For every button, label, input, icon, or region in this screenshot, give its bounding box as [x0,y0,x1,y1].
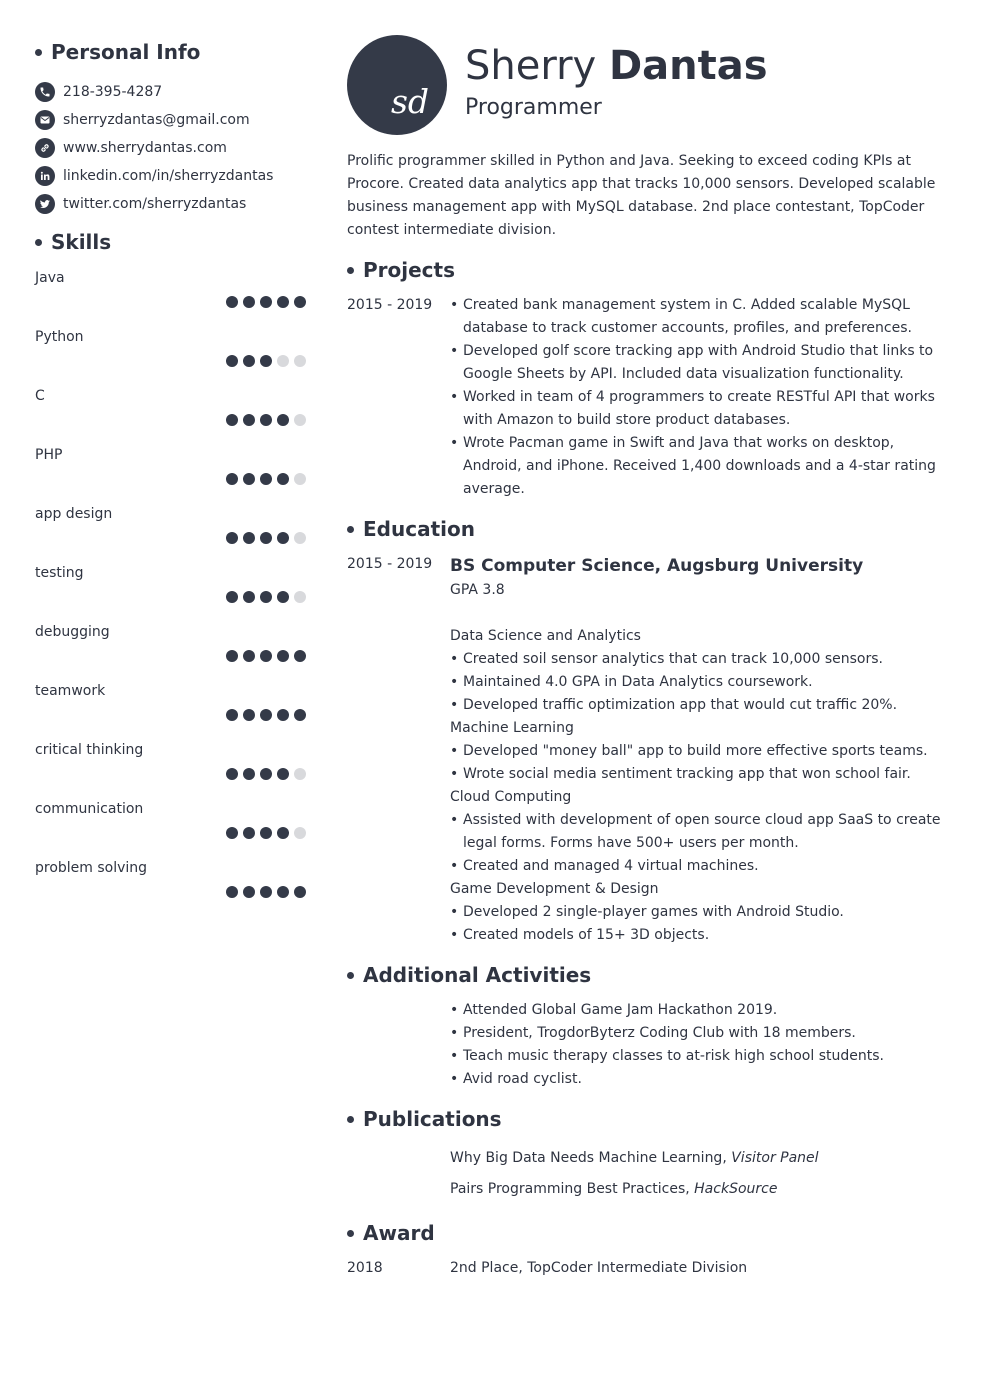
rating-dot-filled [277,886,289,898]
link-icon [35,138,55,158]
heading-bullet [347,267,354,274]
skill-item [35,799,310,858]
course-group-list [450,648,957,717]
skill-rating [226,355,306,367]
publications-entry [347,1143,957,1205]
rating-dot-filled [277,827,289,839]
job-title: Programmer [465,95,602,120]
list-item: • Assisted with development of open source cloud app SaaS to create legal forms. Forms have 500+ users per month. [450,809,957,855]
rating-dot-filled [226,827,238,839]
skill-name: debugging [35,624,110,640]
list-item: • Worked in team of 4 programmers to create RESTful API that works with Amazon to build store product databases. [450,386,957,432]
skill-item [35,563,310,622]
award-section [347,1219,957,1280]
course-group-list [450,809,957,878]
list-item: • Created soil sensor analytics that can track 10,000 sensors. [450,648,957,671]
rating-dot-filled [277,591,289,603]
skill-rating [226,827,306,839]
course-group-title: Machine Learning [450,720,574,736]
heading-bullet [347,1116,354,1123]
list-item: • Attended Global Game Jam Hackathon 2019. [450,999,957,1022]
rating-dot-filled [260,650,272,662]
skill-name: Java [35,270,65,286]
rating-dot-filled [260,709,272,721]
skill-rating [226,768,306,780]
list-item: • Created and managed 4 virtual machines. [450,855,957,878]
education-content [450,553,957,947]
projects-content [450,294,957,501]
education-entry [347,553,957,947]
rating-dot-filled [277,296,289,308]
course-group-list [450,740,957,786]
publications-heading: Publications [347,1105,957,1133]
education-section [347,515,957,947]
rating-dot-filled [260,296,272,308]
rating-dot-filled [243,414,255,426]
rating-dot-filled [260,532,272,544]
rating-dot-filled [277,532,289,544]
list-item: • Maintained 4.0 GPA in Data Analytics coursework. [450,671,957,694]
skill-name: problem solving [35,860,148,876]
rating-dot-empty [294,768,306,780]
heading-bullet [347,972,354,979]
education-date: 2015 - 2019 [347,556,433,572]
rating-dot-filled [277,768,289,780]
skill-rating [226,296,306,308]
rating-dot-filled [226,414,238,426]
email-icon [35,110,55,130]
rating-dot-filled [260,768,272,780]
resume-header [347,35,957,140]
rating-dot-filled [260,827,272,839]
skill-rating [226,414,306,426]
contact-twitter-text: twitter.com/sherryzdantas [63,196,247,212]
projects-list [450,294,957,501]
publication-title: Pairs Programming Best Practices, [450,1181,690,1197]
list-item: • Created bank management system in C. Added scalable MySQL database to track customer accounts, profiles, and preferences. [450,294,957,340]
rating-dot-filled [226,296,238,308]
course-group-title: Data Science and Analytics [450,628,641,644]
publication-venue: HackSource [694,1181,778,1197]
skill-rating [226,709,306,721]
list-item: • Created models of 15+ 3D objects. [450,924,957,947]
rating-dot-filled [243,473,255,485]
contact-twitter[interactable] [35,190,310,218]
rating-dot-filled [243,768,255,780]
name-block [465,35,768,123]
skill-name: Python [35,329,84,345]
skill-name: teamwork [35,683,106,699]
sidebar [35,38,310,917]
avatar-initials: sd [390,82,429,121]
heading-bullet [347,526,354,533]
skill-rating [226,650,306,662]
rating-dot-empty [294,414,306,426]
publication-venue: Visitor Panel [731,1150,819,1166]
skill-item [35,504,310,563]
projects-entry [347,294,957,501]
skill-name: PHP [35,447,63,463]
list-item: • Avid road cyclist. [450,1068,957,1091]
rating-dot-filled [243,709,255,721]
publication-title: Why Big Data Needs Machine Learning, [450,1150,727,1166]
rating-dot-filled [243,827,255,839]
rating-dot-filled [294,886,306,898]
skill-rating [226,532,306,544]
rating-dot-filled [226,355,238,367]
rating-dot-filled [226,709,238,721]
rating-dot-filled [226,473,238,485]
skills-list [35,268,310,917]
main-content [347,35,957,1280]
skill-item [35,622,310,681]
contact-list [35,78,310,218]
rating-dot-filled [226,768,238,780]
rating-dot-filled [294,650,306,662]
projects-date: 2015 - 2019 [347,297,433,313]
degree-title: BS Computer Science, Augsburg University [450,556,864,576]
rating-dot-filled [294,296,306,308]
skills-heading: Skills [35,228,310,256]
personal-info-heading: Personal Info [35,38,310,66]
projects-section [347,256,957,501]
skill-item [35,386,310,445]
rating-dot-filled [226,591,238,603]
skill-item [35,445,310,504]
heading-bullet [35,239,42,246]
activities-date-spacer [347,999,450,1091]
skill-rating [226,886,306,898]
avatar [347,35,447,135]
activities-list [450,999,957,1091]
full-name [465,41,768,91]
list-item: • Developed "money ball" app to build more effective sports teams. [450,740,957,763]
rating-dot-filled [277,414,289,426]
publications-content [450,1143,957,1205]
projects-heading: Projects [347,256,957,284]
heading-bullet [35,49,42,56]
rating-dot-filled [243,650,255,662]
twitter-icon [35,194,55,214]
activities-heading: Additional Activities [347,961,957,989]
skill-item [35,268,310,327]
skill-rating [226,473,306,485]
activities-section [347,961,957,1091]
rating-dot-filled [277,473,289,485]
award-text: 2nd Place, TopCoder Intermediate Division [450,1260,748,1276]
contact-linkedin-text: linkedin.com/in/sherryzdantas [63,168,274,184]
linkedin-icon [35,166,55,186]
contact-phone-text: 218-395-4287 [63,84,163,100]
rating-dot-filled [226,886,238,898]
skill-item [35,858,310,917]
publications-date-spacer [347,1143,450,1205]
skill-name: testing [35,565,84,581]
list-item: • Wrote social media sentiment tracking app that won school fair. [450,763,957,786]
contact-website[interactable] [35,134,310,162]
skill-rating [226,591,306,603]
spacer [450,602,957,625]
list-item: • Teach music therapy classes to at-risk high school students. [450,1045,957,1068]
contact-linkedin[interactable] [35,162,310,190]
rating-dot-filled [243,355,255,367]
rating-dot-empty [294,827,306,839]
rating-dot-filled [243,591,255,603]
rating-dot-filled [260,473,272,485]
activities-content [450,999,957,1091]
course-group-title: Game Development & Design [450,881,659,897]
course-group-title: Cloud Computing [450,789,572,805]
rating-dot-filled [243,886,255,898]
rating-dot-filled [260,355,272,367]
rating-dot-filled [277,650,289,662]
skill-name: C [35,388,45,404]
list-item: • President, TrogdorByterz Coding Club with 18 members. [450,1022,957,1045]
publications-section [347,1105,957,1205]
list-item: • Developed golf score tracking app with Android Studio that links to Google Sheets by API. Included data visualization functionality. [450,340,957,386]
skill-name: critical thinking [35,742,144,758]
course-group-list [450,901,957,947]
publication-item [450,1143,957,1174]
contact-email-text: sherryzdantas@gmail.com [63,112,250,128]
rating-dot-filled [226,532,238,544]
award-heading: Award [347,1219,957,1247]
rating-dot-empty [294,355,306,367]
rating-dot-empty [294,591,306,603]
rating-dot-filled [260,886,272,898]
publication-item [450,1174,957,1205]
contact-website-text: www.sherrydantas.com [63,140,227,156]
first-name: Sherry [465,43,597,89]
award-entry [347,1257,957,1280]
rating-dot-filled [243,296,255,308]
skill-item [35,740,310,799]
summary-text: Prolific programmer skilled in Python and Java. Seeking to exceed coding KPIs at Procore. Created data analytics app that tracks 10,000 sensors. Developed scalable business management app with MySQL database. 2nd place contestant, TopCoder contest intermediate division. [347,153,936,238]
skill-item [35,327,310,386]
award-date: 2018 [347,1260,383,1276]
rating-dot-empty [294,473,306,485]
skill-name: app design [35,506,113,522]
heading-bullet [347,1230,354,1237]
rating-dot-filled [226,650,238,662]
list-item: • Developed 2 single-player games with Android Studio. [450,901,957,924]
list-item: • Developed traffic optimization app that would cut traffic 20%. [450,694,957,717]
rating-dot-filled [277,709,289,721]
last-name: Dantas [608,43,768,89]
rating-dot-empty [294,532,306,544]
activities-entry [347,999,957,1091]
rating-dot-filled [294,709,306,721]
skill-item [35,681,310,740]
phone-icon [35,82,55,102]
rating-dot-filled [260,591,272,603]
rating-dot-empty [277,355,289,367]
education-heading: Education [347,515,957,543]
rating-dot-filled [243,532,255,544]
list-item: • Wrote Pacman game in Swift and Java that works on desktop, Android, and iPhone. Received 1,400 downloads and a 4-star rating average. [450,432,957,501]
contact-phone[interactable] [35,78,310,106]
skill-name: communication [35,801,144,817]
gpa: GPA 3.8 [450,582,505,598]
contact-email[interactable] [35,106,310,134]
rating-dot-filled [260,414,272,426]
